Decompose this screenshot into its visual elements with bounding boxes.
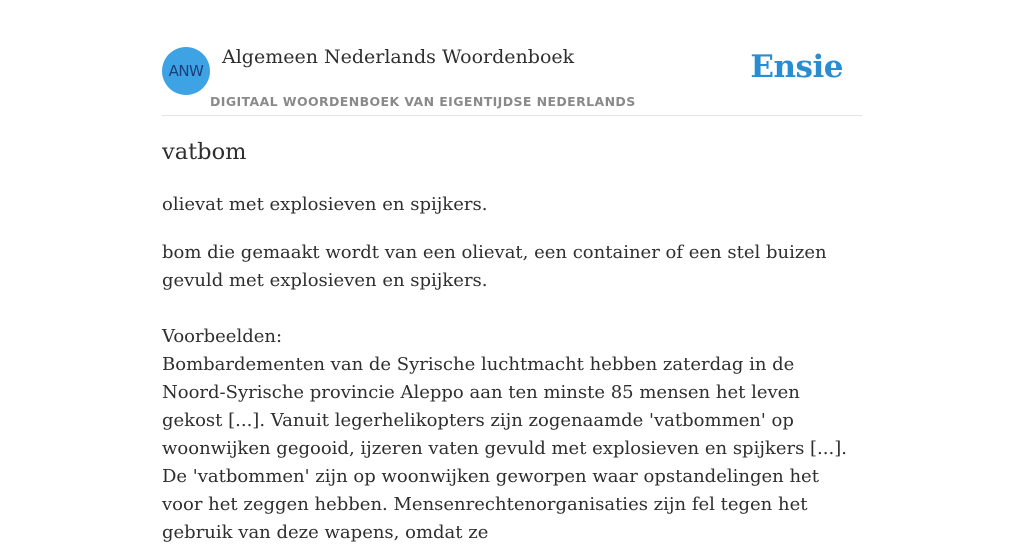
long-definition: bom die gemaakt wordt van een olievat, een container of een stel buizen gevuld met explosieven en spijkers. Voorbeelden: Bombardementen van de Syrische luchtmacht hebben zaterdag in de Noord-Syrische provincie Aleppo aan ten minste 85 mensen het leven gekost [...]. Vanuit legerhelikopters zijn zogenaamde 'vatbommen' op woonwijken gegooid, ijzeren vaten gevuld met explosieven en spijkers [...]. De 'vatbommen' zijn op woonwijken geworpen waar opstandelingen het voor het zeggen hebben. Mensenrechtenorganisaties zijn fel tegen het gebruik van deze wapens, omdat ze bbox=[162, 242, 847, 543]
site-subtitle: DIGITAAL WOORDENBOEK VAN EIGENTIJDSE NEDERLANDS bbox=[210, 94, 636, 109]
site-header bbox=[162, 0, 862, 116]
page-container bbox=[162, 0, 862, 543]
entry-headword: vatbom bbox=[162, 139, 247, 165]
ensie-brand-logo[interactable]: Ensie bbox=[750, 49, 843, 85]
short-definition: olievat met explosieven en spijkers. bbox=[162, 194, 488, 215]
anw-logo[interactable]: ANW bbox=[162, 47, 210, 95]
site-title[interactable]: Algemeen Nederlands Woordenboek bbox=[222, 46, 575, 68]
